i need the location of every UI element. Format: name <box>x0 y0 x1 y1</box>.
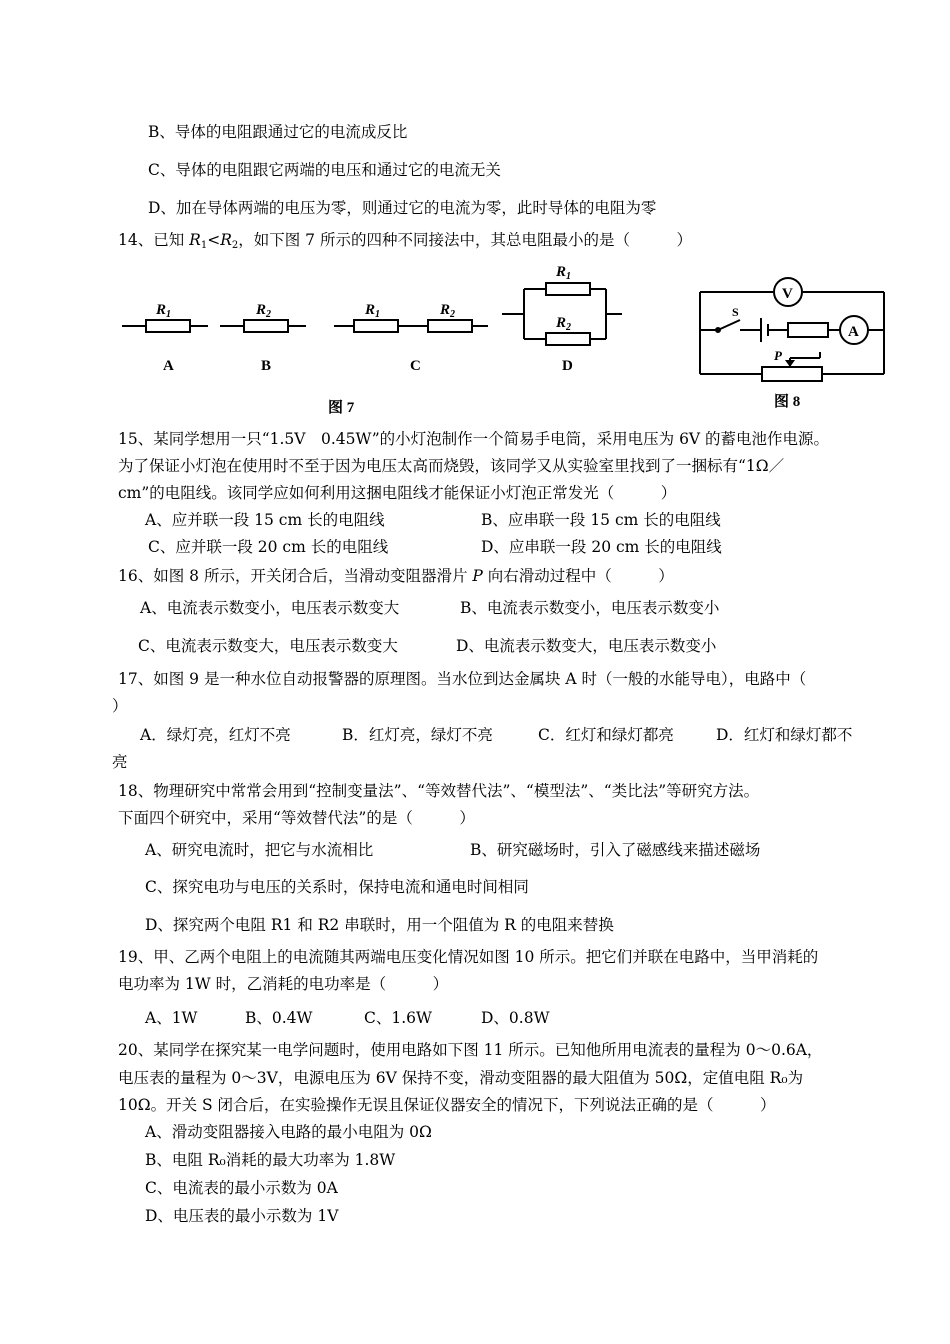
q17-option-a: A．绿灯亮，红灯不亮 <box>140 726 291 744</box>
q17-stem-line1: 17、如图 9 是一种水位自动报警器的原理图。当水位到达金属块 A 时（一般的水能导电），电路中（ <box>118 670 807 688</box>
q18-stem-line1: 18、物理研究中常常会用到“控制变量法”、“等效替代法”、“模型法”、“类比法”等研究方法。 <box>118 782 760 800</box>
q20-option-c: C、电流表的最小示数为 0A <box>145 1179 338 1197</box>
q14-r2: R <box>220 231 232 249</box>
q20-option-b: B、电阻 R₀消耗的最大功率为 1.8W <box>145 1151 396 1169</box>
q15-stem-line3: cm”的电阻线。该同学应如何利用这捆电阻线才能保证小灯泡正常发光（ ） <box>118 484 677 502</box>
q15-option-c: C、应并联一段 20 cm 长的电阻线 <box>148 538 389 556</box>
fig7-label-d-r2: $R_2$ <box>556 315 572 333</box>
q15-option-b: B、应串联一段 15 cm 长的电阻线 <box>481 511 721 529</box>
q20-stem-line2: 电压表的量程为 0～3V，电源电压为 6V 保持不变，滑动变阻器的最大阻值为 50Ω，定值电阻 R₀为 <box>118 1069 804 1087</box>
q13-option-b: B、导体的电阻跟通过它的电流成反比 <box>148 123 408 141</box>
q20-option-d: D、电压表的最小示数为 1V <box>145 1207 339 1225</box>
q19-option-a: A、1W <box>145 1009 198 1027</box>
fig7-option-a: A <box>163 358 174 374</box>
q13-option-d: D、加在导体两端的电压为零，则通过它的电流为零，此时导体的电阻为零 <box>148 199 657 217</box>
q14-r1: R <box>189 231 201 249</box>
fig7-option-b: B <box>261 358 272 374</box>
fig7-label-d-r1: $R_1$ <box>556 264 572 282</box>
q19-option-b: B、0.4W <box>245 1009 313 1027</box>
fig8-slider-label: P <box>774 348 782 363</box>
q18-option-b: B、研究磁场时，引入了磁感线来描述磁场 <box>470 841 761 859</box>
fig7-option-d: D <box>562 358 573 374</box>
figure-7-diagram <box>110 255 630 420</box>
q17-option-d-continued: 亮 <box>112 753 128 771</box>
q17-stem-line2: ） <box>112 697 128 715</box>
q17-option-d: D．红灯和绿灯都不 <box>716 726 853 744</box>
q14-lt: < <box>207 231 221 249</box>
q15-option-a: A、应并联一段 15 cm 长的电阻线 <box>145 511 385 529</box>
q15-stem-line2: 为了保证小灯泡在使用时不至于因为电压太高而烧毁，该同学又从实验室里找到了一捆标有“1Ω／ <box>118 457 785 475</box>
q16-option-a: A、电流表示数变小，电压表示数变大 <box>140 599 400 617</box>
fig7-label-a-r1: $R_1$ <box>156 302 172 320</box>
q17-option-b: B．红灯亮，绿灯不亮 <box>342 726 493 744</box>
fig8-voltmeter-label: V <box>782 286 793 302</box>
q20-option-a: A、滑动变阻器接入电路的最小电阻为 0Ω <box>145 1123 432 1141</box>
q16-slider-p: P <box>472 567 483 585</box>
q14-r1-sub: 1 <box>200 240 208 251</box>
q16-option-b: B、电流表示数变小，电压表示数变小 <box>460 599 720 617</box>
q15-stem-line1: 15、某同学想用一只“1.5V 0.45W”的小灯泡制作一个简易手电筒，采用电压为 6V 的蓄电池作电源。 <box>118 430 830 448</box>
q19-stem-line1: 19、甲、乙两个电阻上的电流随其两端电压变化情况如图 10 所示。把它们并联在电路中，当甲消耗的 <box>118 948 819 966</box>
fig7-label-c-r2: $R_2$ <box>440 302 456 320</box>
q14-suffix: ，如下图 7 所示的四种不同接法中，其总电阻最小的是（ ） <box>238 231 692 249</box>
fig7-caption: 图 7 <box>328 400 355 416</box>
fig8-caption: 图 8 <box>774 394 801 410</box>
q14-stem <box>118 230 692 256</box>
q16-option-c: C、电流表示数变大，电压表示数变大 <box>138 637 398 655</box>
q18-option-d: D、探究两个电阻 R1 和 R2 串联时，用一个阻值为 R 的电阻来替换 <box>145 916 614 934</box>
q18-option-a: A、研究电流时，把它与水流相比 <box>145 841 374 859</box>
fig7-label-c-r1: $R_1$ <box>365 302 381 320</box>
q13-option-c: C、导体的电阻跟它两端的电压和通过它的电流无关 <box>148 161 501 179</box>
q17-option-c: C．红灯和绿灯都亮 <box>538 726 674 744</box>
q14-r2-sub: 2 <box>231 240 239 251</box>
fig8-switch-label: S <box>732 305 739 319</box>
q16-suffix: 向右滑动过程中（ ） <box>482 567 674 585</box>
q14-prefix: 14、已知 <box>118 231 190 249</box>
q16-option-d: D、电流表示数变大，电压表示数变小 <box>456 637 717 655</box>
q16-prefix: 16、如图 8 所示，开关闭合后，当滑动变阻器滑片 <box>118 567 473 585</box>
q15-option-d: D、应串联一段 20 cm 长的电阻线 <box>481 538 722 556</box>
q18-stem-line2: 下面四个研究中，采用“等效替代法”的是（ ） <box>118 809 475 827</box>
figure-8-diagram <box>690 268 895 413</box>
q16-stem <box>118 566 674 586</box>
q20-stem-line1: 20、某同学在探究某一电学问题时，使用电路如下图 11 所示。已知他所用电流表的量程为 0～0.6A， <box>118 1041 823 1059</box>
fig7-option-c: C <box>410 358 421 374</box>
fig7-label-b-r2: $R_2$ <box>256 302 272 320</box>
q19-stem-line2: 电功率为 1W 时，乙消耗的电功率是（ ） <box>118 975 449 993</box>
fig8-ammeter-label: A <box>848 324 859 340</box>
q19-option-d: D、0.8W <box>481 1009 550 1027</box>
q19-option-c: C、1.6W <box>364 1009 432 1027</box>
q20-stem-line3: 10Ω。开关 S 闭合后，在实验操作无误且保证仪器安全的情况下，下列说法正确的是（ ） <box>118 1096 776 1114</box>
q18-option-c: C、探究电功与电压的关系时，保持电流和通电时间相同 <box>145 878 529 896</box>
